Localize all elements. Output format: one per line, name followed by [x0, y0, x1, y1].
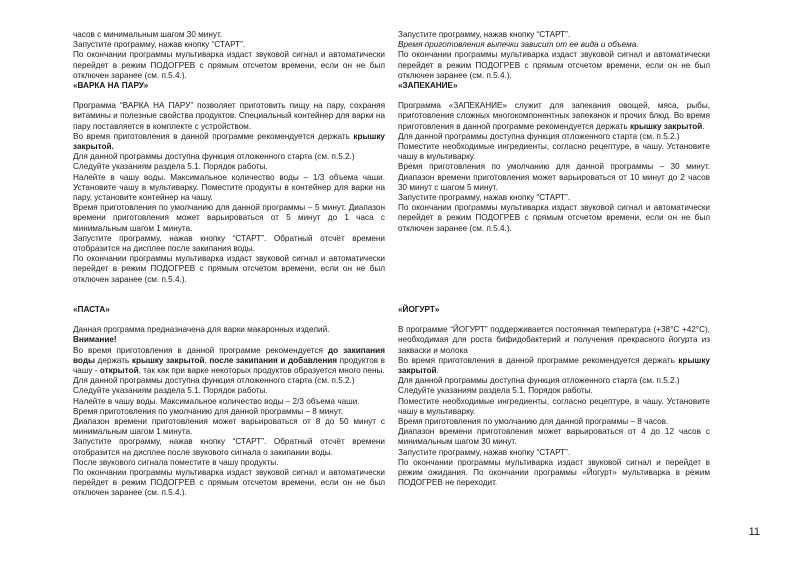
paragraph: часов с минимальным шагом 30 минут. [73, 30, 223, 39]
text: Во время приготовления в данной программе рекомендуется держать [73, 131, 354, 141]
right-bottom-column [398, 305, 710, 488]
section-heading-yogurt: «ЙОГУРТ» [398, 305, 440, 314]
left-top-column [73, 30, 385, 285]
text: . [436, 366, 439, 376]
left-bottom-column [73, 305, 385, 499]
bold-text: крышку закрытой [629, 121, 703, 131]
paragraph: Поместите необходимые ингредиенты, согласно рецептуре, в чашу. Установите чашу в мультиварку. [398, 396, 710, 416]
bold-text: Внимание! [73, 335, 117, 345]
paragraph: Для данной программы доступна функция отложенного старта (см. п.5.2.) [73, 376, 355, 386]
paragraph: Следуйте указаниям раздела 5.1. Порядок работы. [73, 162, 268, 172]
paragraph: Для данной программы доступна функция отложенного старта (см. п.5.2.) [73, 152, 355, 162]
paragraph: По окончании программы мультиварка издаст звуковой сигнал и автоматически перейдет в режим ПОДОГРЕВ с прямым отсчетом времени, если он не был отключен заранее (см. п.5.4.). [398, 203, 710, 233]
bold-text: до закипания воды [73, 345, 385, 365]
paragraph [73, 346, 385, 377]
text: , так как при варке некоторых продуктов образуется много пены. [138, 366, 385, 376]
bold-text: крышку закрытой [398, 355, 710, 376]
paragraph: Налейте в чашу воды. Максимальное количество воды – 1/3 объема чаши. Установите чашу в мультиварку. Поместите продукты в контейнер для варки на пару, установите контейнер на чашу. [73, 172, 385, 203]
section-heading-baking: «ЗАПЕКАНИЕ» [398, 81, 458, 91]
paragraph [398, 101, 710, 132]
text: Программа «ЗАПЕКАНИЕ» служит для запекания овощей, мяса, рыбы, приготовления сложных многокомпонентных запеканок и прочих блюд. Во время приготовления в данной программе рекомендуется держать [398, 101, 710, 131]
paragraph: Для данной программы доступна функция отложенного старта (см. п.5.2.) [398, 376, 680, 386]
paragraph: Запустите программу, нажав кнопку “СТАРТ”. Обратный отсчёт времени отобразится на дисплее после закипания воды. [73, 233, 385, 254]
paragraph: Запустите программу, нажав кнопку “СТАРТ”. [73, 40, 246, 50]
text: Во время приготовления в данной программе рекомендуется [73, 345, 328, 355]
text: . [702, 121, 705, 131]
paragraph: Запустите программу, нажав кнопку “СТАРТ”. [398, 193, 571, 203]
paragraph: Запустите программу, нажав кнопку “СТАРТ”. [398, 30, 571, 39]
paragraph: Налейте в чашу воды. Максимальное количество воды – 2/3 объема чаши. [73, 396, 360, 406]
paragraph: В программе “ЙОГУРТ” поддерживается постоянная температура (+38°С +42°С), необходимая для роста бифидобактерий и получения прекрасного йогурта из закваски и молока [398, 325, 710, 355]
paragraph: По окончании программы мультиварка издаст звуковой сигнал и автоматически перейдет в режим ПОДОГРЕВ с прямым отсчетом времени, если он не был отключен заранее (см. п.5.4.). [73, 468, 385, 498]
text: , [204, 355, 210, 365]
bold-text: открытой [99, 366, 139, 376]
text: Во время приготовления в данной программе рекомендуется держать [398, 355, 679, 365]
paragraph [398, 356, 710, 376]
paragraph [73, 132, 385, 152]
paragraph: Диапазон времени приготовления может варьироваться от 4 до 12 часов с минимальным шагом 30 минут. [398, 427, 710, 447]
paragraph: Для данной программы доступна функция отложенного старта (см. п.5.2.) [398, 131, 680, 141]
paragraph: После звукового сигнала поместите в чашу продукты. [73, 457, 279, 467]
paragraph: По окончании программы мультиварка издаст звуковой сигнал и перейдет в режим ожидания. По окончании программы «Йогурт» мультиварка в режим ПОДОГРЕВ не переходит. [398, 457, 710, 488]
section-heading-steam: «ВАРКА НА ПАРУ» [73, 81, 149, 91]
paragraph: Время приготовления по умолчанию для данной программы – 8 часов. [398, 417, 669, 427]
section-heading-pasta: «ПАСТА» [73, 305, 110, 314]
paragraph: Программа “ВАРКА НА ПАРУ” позволяет приготовить пищу на пару, сохраняя витамины и полезные свойства продуктов. Специальный контейнер для варки на пару поставляется в комплекте с устройством. [73, 101, 385, 131]
italic-note: Время приготовления выпечки зависит от ее вида и объема. [398, 40, 639, 50]
paragraph: Время приготовления по умолчанию для данной программы – 8 минут. [73, 406, 344, 416]
paragraph: Поместите необходимые ингредиенты, согласно рецептуре, в чашу. Установите чашу в мультиварку. [398, 142, 710, 162]
paragraph: По окончании программы мультиварка издаст звуковой сигнал и автоматически перейдет в режим ПОДОГРЕВ с прямым отсчетом времени, если он не был отключен заранее (см. п.5.4.). [73, 50, 385, 80]
paragraph: Время приготовления по умолчанию для данной программы – 30 минут. Диапазон времени приготовления может варьироваться от 10 минут до 2 часов 30 минут с шагом 5 минут. [398, 162, 710, 192]
bold-text: крышку закрытой [131, 355, 205, 365]
paragraph: Запустите программу, нажав кнопку “СТАРТ”. [398, 447, 571, 457]
paragraph: Диапазон времени приготовления может варьироваться от 8 до 50 минут с минимальным шагом 1 минута. [73, 417, 385, 437]
attention-label [73, 335, 385, 345]
text: держать [95, 355, 132, 365]
paragraph: Следуйте указаниям раздела 5.1. Порядок работы. [73, 386, 268, 396]
bold-text: крышку закрытой. [73, 131, 385, 152]
paragraph: Запустите программу, нажав кнопку “СТАРТ”. Обратный отсчёт времени отобразится на дисплее после звукового сигнала о закипании воды. [73, 437, 385, 457]
right-top-column [398, 30, 710, 234]
bold-text: после закипания и добавления [209, 355, 338, 365]
paragraph: Время приготовления по умолчанию для данной программы – 5 минут. Диапазон времени приготовления может варьироваться от 5 минут до 1 часа с минимальным шагом 1 минута. [73, 203, 385, 233]
page-number: 11 [748, 526, 760, 538]
paragraph: По окончании программы мультиварка издаст звуковой сигнал и автоматически перейдет в режим ПОДОГРЕВ с прямым отсчетом времени, если он не был отключен заранее (см. п.5.4.). [398, 50, 710, 80]
text: продуктов в чашу - [73, 355, 385, 376]
paragraph: Следуйте указаниям раздела 5.1. Порядок работы. [398, 386, 593, 396]
paragraph: Данная программа предназначена для варки макаронных изделий. [73, 325, 330, 335]
paragraph: По окончании программы мультиварка издаст звуковой сигнал и автоматически перейдет в режим ПОДОГРЕВ с прямым отсчетом времени, если он не был отключен заранее (см. п.5.4.). [73, 254, 385, 284]
